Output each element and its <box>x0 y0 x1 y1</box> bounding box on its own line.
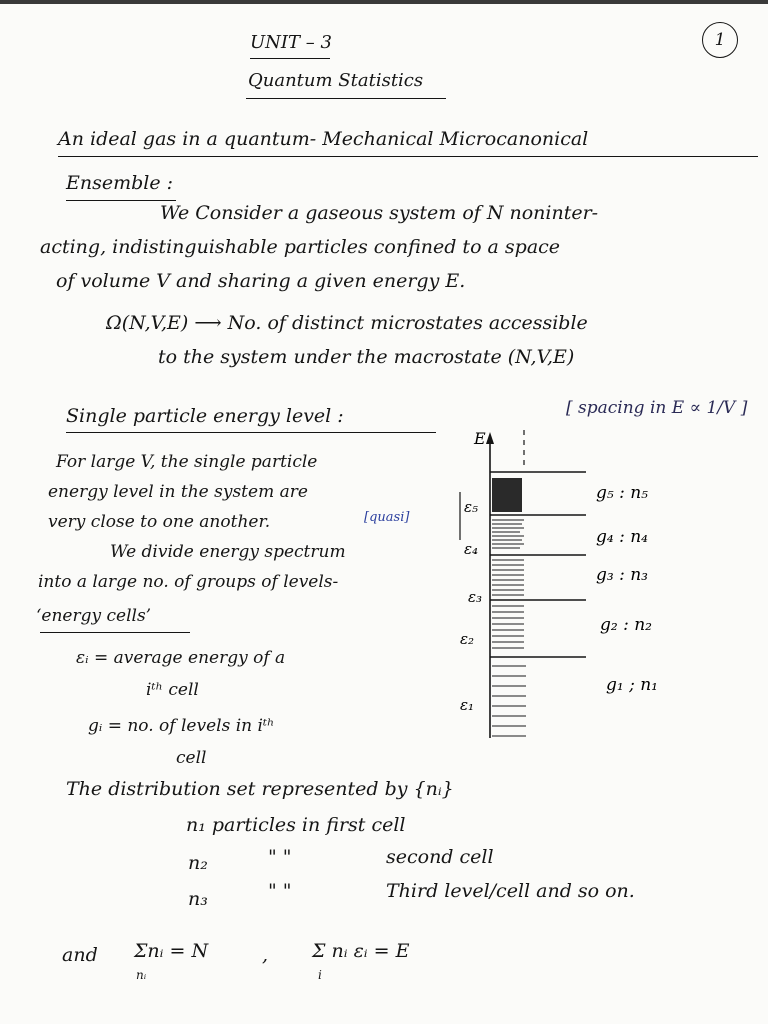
section2-line5: into a large no. of groups of levels- <box>38 572 339 592</box>
epsilon-2-label: ε₂ <box>460 630 475 648</box>
g-definition-line1: gᵢ = no. of levels in iᵗʰ <box>88 716 275 736</box>
distribution-row3-ditto: " " <box>268 880 292 902</box>
sum-particles-subscript: nᵢ <box>136 968 147 982</box>
omega-definition-line2: to the system under the macrostate (N,V,E) <box>158 346 575 368</box>
sum-energy-subscript: i <box>318 968 322 982</box>
g-definition-line2: cell <box>176 748 207 768</box>
dense-levels-cell5 <box>492 478 522 512</box>
epsilon-3-label: ε₃ <box>468 588 483 606</box>
distribution-row3-symbol: n₃ <box>188 888 208 910</box>
levels-cell2 <box>492 606 524 648</box>
epsilon-5-label: ε₅ <box>464 498 479 516</box>
epsilon-definition-line1: εᵢ = average energy of a <box>76 648 286 668</box>
dense-levels-cell4 <box>492 520 524 548</box>
energy-cells-term: ‘energy cells’ <box>36 606 152 626</box>
section2-title-underline <box>66 432 436 433</box>
sum-energy-equation: Σ nᵢ εᵢ = E <box>312 940 410 962</box>
distribution-row1: n₁ particles in first cell <box>186 814 406 836</box>
section1-para-line2: acting, indistinguishable particles confined to a space <box>40 236 561 258</box>
page-number-text: 1 <box>714 30 726 50</box>
quasi-scribble: [quasi] <box>364 510 410 525</box>
section1-title-line1: An ideal gas in a quantum- Mechanical Microcanonical <box>58 128 589 150</box>
page-edge-shadow <box>0 0 768 4</box>
epsilon-4-label: ε₄ <box>464 540 479 558</box>
distribution-row2-symbol: n₂ <box>188 852 208 874</box>
sum-particles-equation: Σnᵢ = N <box>134 940 209 962</box>
section1-title-underline1 <box>58 156 758 157</box>
equation-comma: , <box>262 944 269 966</box>
section1-para-line1: We Consider a gaseous system of N noninter- <box>160 202 599 224</box>
section1-para-line3: of volume V and sharing a given energy E. <box>56 270 466 292</box>
energy-level-diagram <box>440 420 750 750</box>
section2-title: Single particle energy level : <box>66 405 344 427</box>
section1-title-underline2 <box>66 200 176 201</box>
omega-definition-line1: Ω(N,V,E) ⟶ No. of distinct microstates accessible <box>106 312 588 334</box>
cell-5-label: g₅ : n₅ <box>596 483 648 503</box>
section2-line2: energy level in the system are <box>48 482 308 502</box>
section2-line4: We divide energy spectrum <box>110 542 346 562</box>
section2-line3: very close to one another. <box>48 512 271 532</box>
topic-underline <box>246 98 446 99</box>
energy-axis-label: E <box>474 429 486 448</box>
distribution-row2-text: second cell <box>386 846 494 868</box>
epsilon-1-label: ε₁ <box>460 696 475 714</box>
levels-cell3 <box>492 560 524 595</box>
section2-line1: For large V, the single particle <box>56 452 318 472</box>
distribution-row3-text: Third level/cell and so on. <box>386 880 635 902</box>
unit-underline <box>250 58 330 59</box>
cell-4-label: g₄ : n₄ <box>596 527 648 547</box>
distribution-row2-ditto: " " <box>268 846 292 868</box>
cell-2-label: g₂ : n₂ <box>600 615 652 635</box>
section1-title-line2: Ensemble : <box>66 172 174 194</box>
cell-1-label: g₁ ; n₁ <box>606 675 658 695</box>
page-number <box>702 22 738 58</box>
unit-heading: UNIT – 3 <box>250 32 332 53</box>
spacing-note: [ spacing in E ∝ 1/V ] <box>566 398 748 418</box>
epsilon-definition-line2: iᵗʰ cell <box>146 680 199 700</box>
energy-cells-underline <box>40 632 190 633</box>
distribution-line: The distribution set represented by {nᵢ} <box>66 778 454 800</box>
cell-3-label: g₃ : n₃ <box>596 565 648 585</box>
and-word: and <box>62 944 98 966</box>
topic-heading: Quantum Statistics <box>248 70 424 91</box>
energy-axis-arrow <box>486 432 494 444</box>
levels-cell1 <box>492 666 526 736</box>
